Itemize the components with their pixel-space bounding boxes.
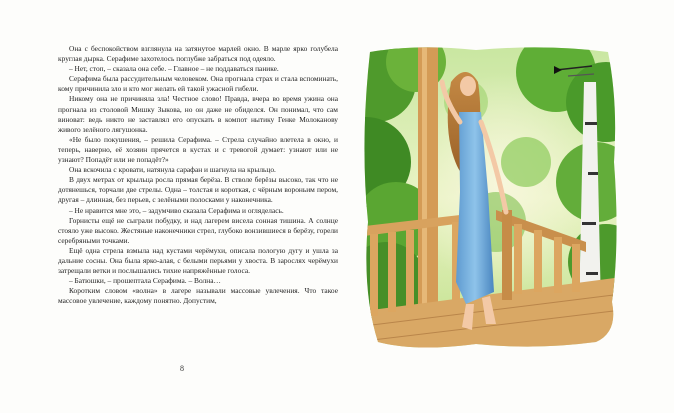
- paragraph: Она с беспокойством взглянула на затянутое марлей окно. В марле ярко голубела круглая дырка. Серафиме захотелось поглубже забраться под одеяло.: [58, 44, 338, 64]
- page-number: 8: [180, 364, 184, 373]
- paragraph: – Нет, стоп, – сказала она себе. – Главное – не поддаваться панике.: [69, 64, 279, 74]
- story-text: [58, 44, 338, 306]
- paragraph: Коротким словом «волна» в лагере называли массовые увлечения. Что такое массовое увлечение, каждому понятно. Допустим,: [58, 286, 338, 306]
- paragraph: «Не было покушения, – решила Серафима. – Стрела случайно влетела в окно, и теперь, наверно, её хозяин прячется в кустах и с тревогой думает: узнают или не узнают? Попадёт или не попадёт?»: [58, 134, 338, 165]
- paragraph: Ещё одна стрела взмыла над кустами черёмухи, описала пологую дугу и ушла за дальние сосны. Она была ярко-алая, с белыми перьями у хвоста. В зарослях черёмухи затрещали ветки и послышались тихие напряжённые голоса.: [58, 245, 338, 276]
- paragraph: Никому она не причиняла зла! Честное слово! Правда, вчера во время ужина она прогнала из столовой Мишку Зыкова, но он даже не обиделся. Он понимал, что сам виноват: ведь никто не заставлял его опускать в компот нытику Генке Молоканову живого зелёного лягушонка.: [58, 94, 338, 134]
- paragraph: Горнисты ещё не сыграли побудку, и над лагерем висела сонная тишина. А солнце стояло уже высоко. Жестяные наконечники стрел, глубоко вонзившиеся в берёзу, горели серебряными точками.: [58, 215, 338, 245]
- paragraph: Она вскочила с кровати, натянула сарафан и шагнула на крыльцо.: [69, 165, 276, 175]
- paragraph: В двух метрах от крыльца росла прямая берёза. В стволе берёзы высоко, так что не дотянешься, торчали две стрелы. Одна – толстая и короткая, с чёрным вороньим пером, другая – длинная, без перьев, с зелёными полосками у наконечника.: [58, 175, 338, 205]
- paragraph: Серафима была рассудительным человеком. Она прогнала страх и стала вспоминать, кому причинила зло и кто мог желать ей такой ужасной гибели.: [58, 74, 338, 94]
- illustration-girl-on-porch: [356, 42, 622, 354]
- paragraph: – Не нравится мне это, – задумчиво сказала Серафима и огляделась.: [69, 205, 284, 215]
- paragraph: – Батюшки, – прошептала Серафима. – Волна…: [69, 276, 221, 286]
